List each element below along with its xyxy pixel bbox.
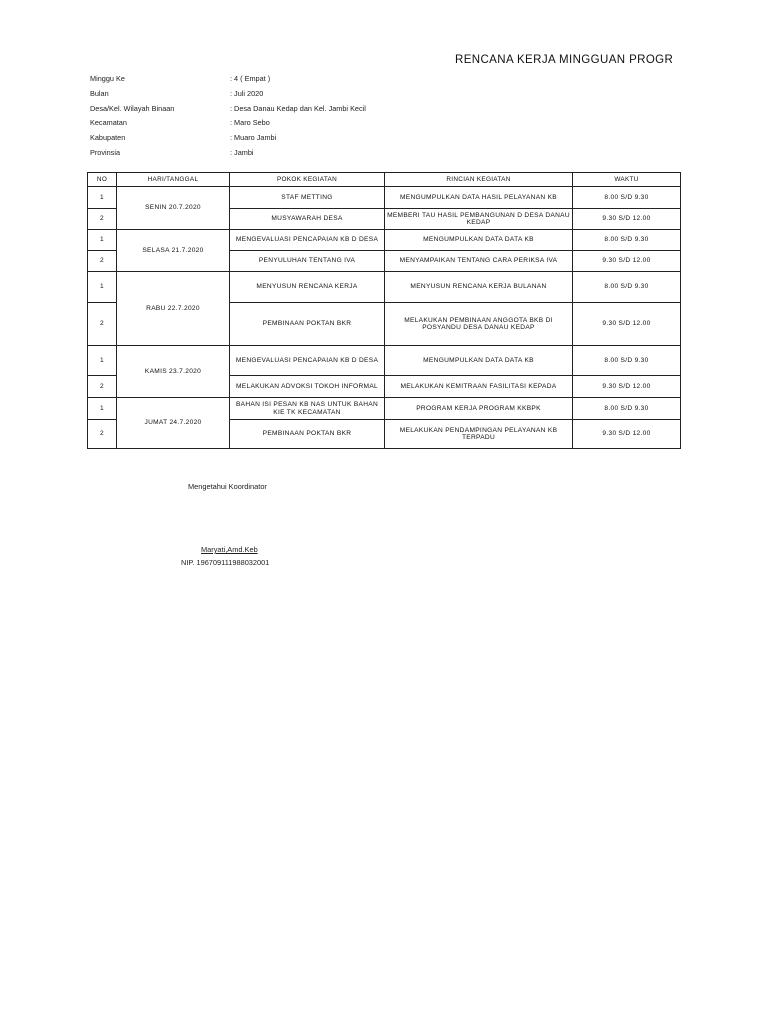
cell-no: 1 bbox=[88, 398, 117, 420]
cell-day: KAMIS 23.7.2020 bbox=[117, 346, 230, 398]
cell-waktu: 8.00 S/D 9.30 bbox=[573, 187, 681, 209]
cell-rincian: MENGUMPULKAN DATA DATA KB bbox=[385, 230, 573, 251]
meta-value: : Juli 2020 bbox=[230, 88, 264, 98]
cell-no: 2 bbox=[88, 420, 117, 449]
cell-pokok: STAF METTING bbox=[230, 187, 385, 209]
signatory-nip: NIP. 196709111988032001 bbox=[181, 558, 270, 567]
meta-label: Kecamatan bbox=[90, 118, 127, 128]
header-no: NO bbox=[88, 173, 117, 187]
cell-pokok: BAHAN ISI PESAN KB NAS UNTUK BAHAN KIE TK KECAMATAN bbox=[230, 398, 385, 420]
schedule-table bbox=[87, 172, 681, 449]
table-row bbox=[88, 398, 681, 420]
cell-no: 1 bbox=[88, 187, 117, 209]
cell-rincian: MENYAMPAIKAN TENTANG CARA PERIKSA IVA bbox=[385, 251, 573, 272]
cell-waktu: 9.30 S/D 12.00 bbox=[573, 376, 681, 398]
meta-label: Minggu Ke bbox=[90, 74, 125, 83]
table-row bbox=[88, 187, 681, 209]
cell-no: 2 bbox=[88, 303, 117, 346]
schedule-table-wrap bbox=[87, 172, 768, 453]
cell-no: 1 bbox=[88, 272, 117, 303]
cell-rincian: MELAKUKAN PEMBINAAN ANGGOTA BKB DI POSYANDU DESA DANAU KEDAP bbox=[385, 303, 573, 346]
cell-no: 1 bbox=[88, 346, 117, 376]
header-hari: HARI/TANGGAL bbox=[117, 173, 230, 187]
cell-pokok: PENYULUHAN TENTANG IVA bbox=[230, 251, 385, 272]
cell-no: 2 bbox=[88, 376, 117, 398]
cell-waktu: 9.30 S/D 12.00 bbox=[573, 251, 681, 272]
cell-pokok: MUSYAWARAH DESA bbox=[230, 209, 385, 230]
meta-value: : Muaro Jambi bbox=[230, 133, 277, 143]
cell-rincian: MELAKUKAN PENDAMPINGAN PELAYANAN KB TERPADU bbox=[385, 420, 573, 449]
cell-rincian: MEMBERI TAU HASIL PEMBANGUNAN D DESA DANAU KEDAP bbox=[385, 209, 573, 230]
cell-rincian: MELAKUKAN KEMITRAAN FASILITASI KEPADA bbox=[385, 376, 573, 398]
meta-value: : Desa Danau Kedap dan Kel. Jambi Kecil bbox=[230, 103, 366, 113]
cell-day: SELASA 21.7.2020 bbox=[117, 230, 230, 272]
header-rincian: RINCIAN KEGIATAN bbox=[385, 173, 573, 187]
cell-pokok: PEMBINAAN POKTAN BKR bbox=[230, 303, 385, 346]
cell-waktu: 9.30 S/D 12.00 bbox=[573, 209, 681, 230]
meta-label: Bulan bbox=[90, 88, 109, 98]
meta-value: : 4 ( Empat ) bbox=[230, 74, 271, 83]
table-row bbox=[88, 230, 681, 251]
cell-rincian: MENGUMPULKAN DATA DATA KB bbox=[385, 346, 573, 376]
meta-label: Provinsia bbox=[90, 147, 121, 157]
header-pokok: POKOK KEGIATAN bbox=[230, 173, 385, 187]
cell-pokok: MENGEVALUASI PENCAPAIAN KB D DESA bbox=[230, 346, 385, 376]
cell-waktu: 9.30 S/D 12.00 bbox=[573, 420, 681, 449]
cell-pokok: MENGEVALUASI PENCAPAIAN KB D DESA bbox=[230, 230, 385, 251]
table-header-row bbox=[88, 173, 681, 187]
mengetahui-label: Mengetahui Koordinator bbox=[188, 482, 267, 491]
header-waktu: WAKTU bbox=[573, 173, 681, 187]
table-row bbox=[88, 272, 681, 303]
cell-waktu: 8.00 S/D 9.30 bbox=[573, 230, 681, 251]
cell-pokok: MENYUSUN RENCANA KERJA bbox=[230, 272, 385, 303]
meta-value: : Maro Sebo bbox=[230, 118, 270, 128]
cell-no: 2 bbox=[88, 251, 117, 272]
cell-rincian: MENGUMPULKAN DATA HASIL PELAYANAN KB bbox=[385, 187, 573, 209]
cell-waktu: 8.00 S/D 9.30 bbox=[573, 398, 681, 420]
cell-day: RABU 22.7.2020 bbox=[117, 272, 230, 346]
cell-waktu: 8.00 S/D 9.30 bbox=[573, 272, 681, 303]
cell-rincian: MENYUSUN RENCANA KERJA BULANAN bbox=[385, 272, 573, 303]
cell-pokok: MELAKUKAN ADVOKSI TOKOH INFORMAL bbox=[230, 376, 385, 398]
cell-waktu: 8.00 S/D 9.30 bbox=[573, 346, 681, 376]
cell-no: 2 bbox=[88, 209, 117, 230]
cell-waktu: 9.30 S/D 12.00 bbox=[573, 303, 681, 346]
meta-value: : Jambi bbox=[230, 147, 254, 157]
cell-day: JUMAT 24.7.2020 bbox=[117, 398, 230, 449]
signatory-name: Maryati,Amd.Keb bbox=[201, 545, 258, 554]
cell-rincian: PROGRAM KERJA PROGRAM KKBPK bbox=[385, 398, 573, 420]
meta-label: Desa/Kel. Wilayah Binaan bbox=[90, 103, 175, 113]
document-title: RENCANA KERJA MINGGUAN PROGR bbox=[455, 54, 674, 66]
cell-day: SENIN 20.7.2020 bbox=[117, 187, 230, 230]
cell-no: 1 bbox=[88, 230, 117, 251]
table-row bbox=[88, 346, 681, 376]
meta-label: Kabupaten bbox=[90, 133, 126, 143]
cell-pokok: PEMBINAAN POKTAN BKR bbox=[230, 420, 385, 449]
